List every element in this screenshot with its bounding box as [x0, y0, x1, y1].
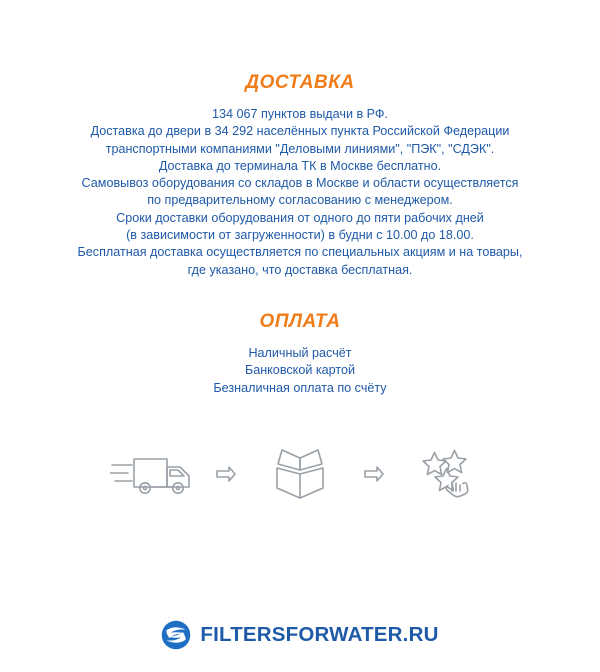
delivery-truck-icon: [109, 443, 195, 505]
delivery-line: где указано, что доставка бесплатная.: [187, 262, 413, 277]
payment-method-item: Безналичная оплата по счёту: [213, 380, 387, 395]
process-steps-row: [0, 443, 600, 505]
delivery-line: по предварительному согласованию с менеджером.: [147, 193, 453, 208]
payment-method-item: Банковской картой: [244, 363, 356, 378]
delivery-line: Доставка до двери в 34 292 населённых пункта Российской Федерации: [90, 124, 510, 139]
payment-method-item: Наличный расчёт: [248, 345, 352, 360]
swirl-water-logo-icon: [161, 620, 191, 650]
delivery-line: транспортными компаниями "Деловыми линиями", "ПЭК", "СДЭК".: [105, 141, 495, 156]
delivery-and-payment-info-page: [0, 72, 600, 672]
delivery-section-title: ДОСТАВКА: [245, 72, 355, 93]
delivery-line: (в зависимости от загруженности) в будни с 10.00 до 18.00.: [126, 228, 474, 243]
delivery-line: 134 067 пунктов выдачи в РФ.: [212, 107, 388, 121]
rating-stars-hand-icon: [405, 443, 491, 505]
site-logo[interactable]: [0, 620, 600, 650]
delivery-line: Сроки доставки оборудования от одного до пяти рабочих дней: [116, 210, 484, 225]
arrow-right-icon-2: [361, 443, 387, 505]
arrow-right-icon-1: [213, 443, 239, 505]
delivery-line: Самовывоз оборудования со складов в Москве и области осуществляется: [81, 176, 519, 191]
site-logo-text: FILTERSFORWATER.RU: [200, 623, 439, 646]
delivery-description: [0, 106, 600, 279]
open-box-icon: [257, 443, 343, 505]
delivery-line: Бесплатная доставка осуществляется по специальных акциям и на товары,: [77, 245, 523, 260]
delivery-line: Доставка до терминала ТК в Москве бесплатно.: [158, 158, 442, 173]
payment-section-title: ОПЛАТА: [259, 310, 341, 332]
payment-methods-list: [0, 345, 600, 397]
